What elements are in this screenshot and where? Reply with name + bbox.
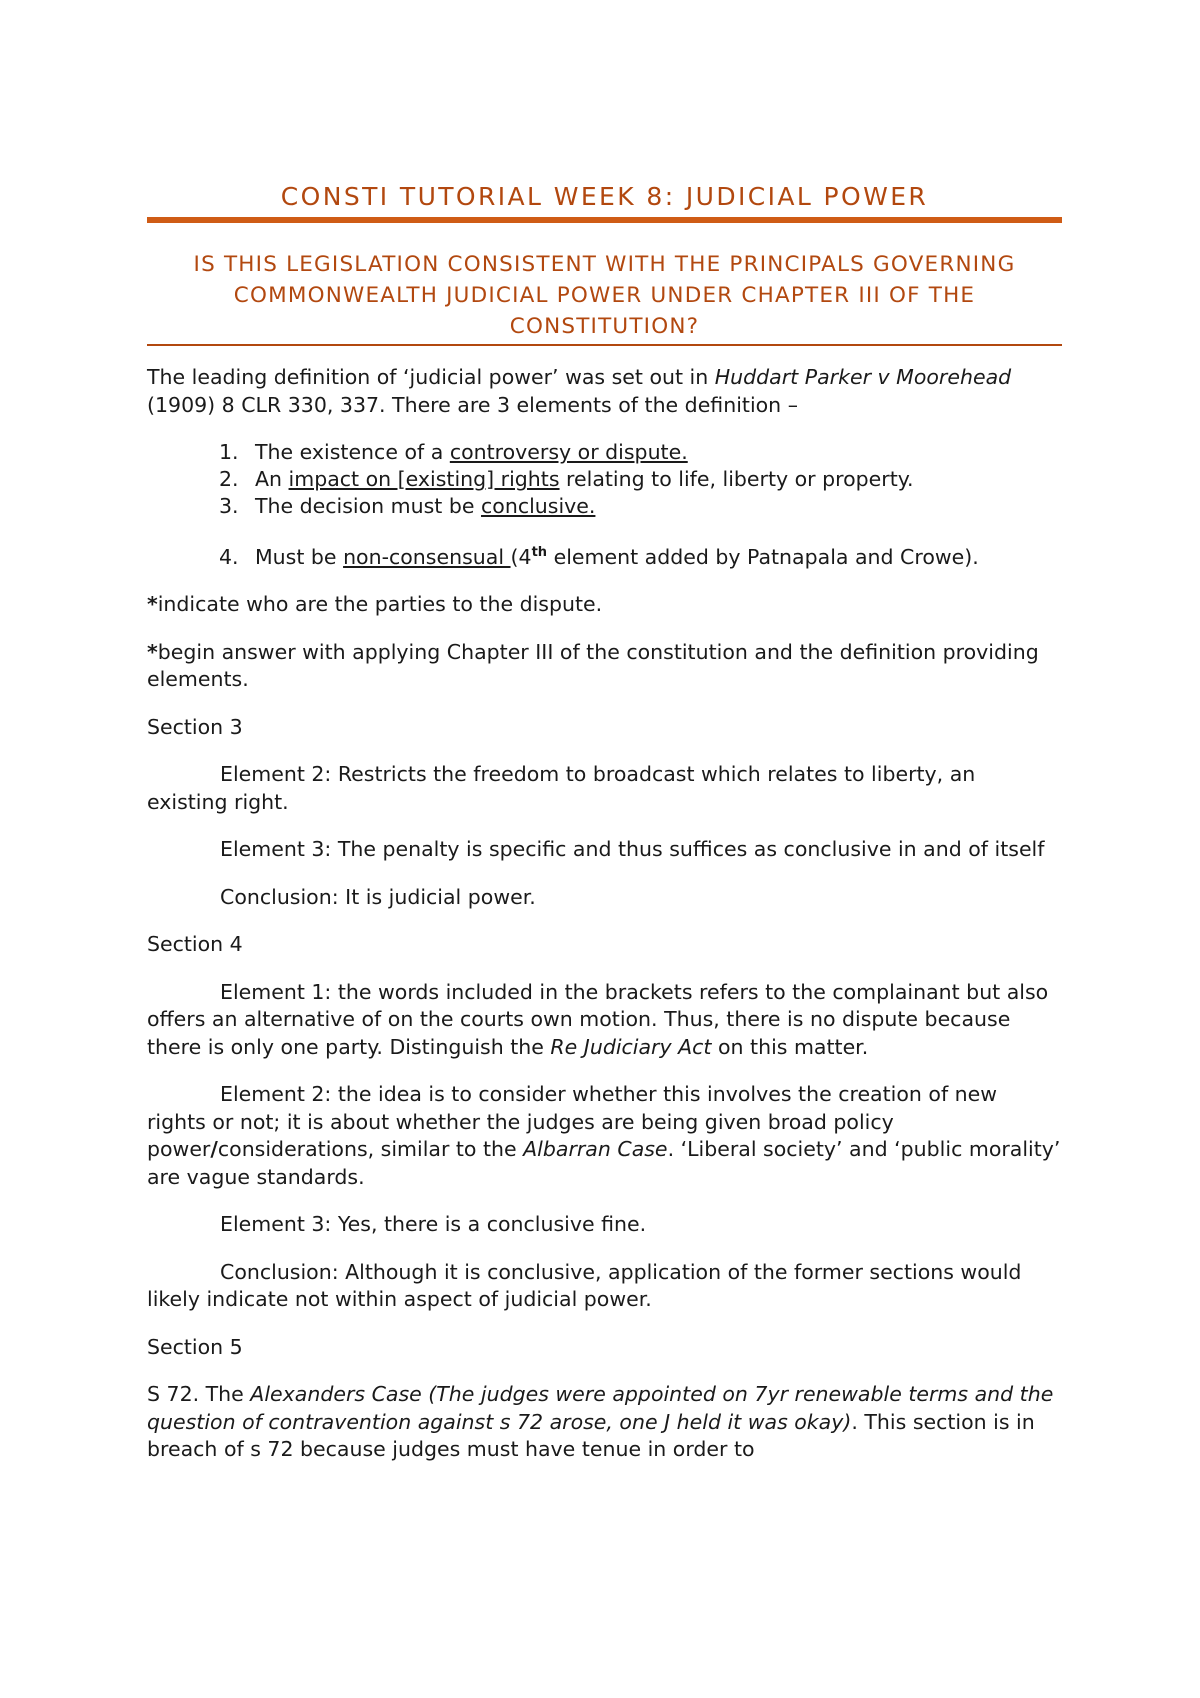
case-name: Re Judiciary Act: [550, 1034, 712, 1059]
title-divider: [147, 217, 1062, 223]
section-5-heading: Section 5: [147, 1334, 243, 1359]
section-4-element-2: Element 2: the idea is to consider whether this involves the creation of new rights or not; it is about whether the judges are being given broad policy power/considerations, similar to the Albarran Case. ‘Liberal society’ and ‘public morality’ are vague standards.: [147, 1082, 1061, 1189]
section-3-element-2: Element 2: Restricts the freedom to broadcast which relates to liberty, an existing right.: [147, 762, 976, 814]
intro-paragraph: The leading definition of ‘judicial power’ was set out in Huddart Parker v Moorehead (1909) 8 CLR 330, 337. There are 3 elements of the definition –: [147, 365, 1012, 417]
section-5-paragraph: S 72. The Alexanders Case (The judges were appointed on 7yr renewable terms and the question of contravention against s 72 arose, one J held it was okay). This section is in breach of s 72 because judges must have tenue in order to: [147, 1382, 1054, 1461]
question-divider: [147, 344, 1062, 346]
document-title: CONSTI TUTORIAL WEEK 8: JUDICIAL POWER: [280, 182, 929, 211]
note-answer: *begin answer with applying Chapter III of the constitution and the definition providing elements.: [147, 639, 1039, 691]
section-4-heading: Section 4: [147, 932, 243, 956]
section-4-element-3: Element 3: Yes, there is a conclusive fine.: [220, 1212, 647, 1236]
list-item: 2. An impact on [existing] rights relating to life, liberty or property.: [219, 467, 914, 491]
list-item: 4. Must be non-consensual (4th element added by Patnapala and Crowe).: [219, 545, 979, 569]
section-3-heading: Section 3: [147, 714, 243, 739]
elements-list: [147, 439, 1062, 571]
document-body: [147, 182, 1062, 1464]
case-name: Huddart Parker v Moorehead: [714, 365, 1012, 389]
case-name: Alexanders Case (The judges were appointed on 7yr renewable terms and the question of contravention against s 72 arose, one J held it was okay): [147, 1382, 1054, 1434]
section-3-conclusion: Conclusion: It is judicial power.: [220, 884, 536, 909]
question-heading: IS THIS LEGISLATION CONSISTENT WITH THE PRINCIPALS GOVERNING COMMONWEALTH JUDICIAL POWER UNDER CHAPTER III OF THE CONSTITUTION?: [193, 252, 1016, 339]
list-item: 1. The existence of a controversy or dispute.: [219, 440, 688, 464]
section-3-element-3: Element 3: The penalty is specific and thus suffices as conclusive in and of itself: [220, 837, 1045, 861]
section-4-element-1: Element 1: the words included in the brackets refers to the complainant but also offers an alternative of on the courts own motion. Thus, there is no dispute because there is only one party. Distinguish the Re Judiciary Act on this matter.: [147, 979, 1049, 1059]
note-parties: *indicate who are the parties to the dispute.: [147, 592, 603, 616]
case-name: Albarran Case: [523, 1137, 668, 1161]
section-4-conclusion: Conclusion: Although it is conclusive, application of the former sections would likely indicate not within aspect of judicial power.: [147, 1259, 1022, 1311]
list-item: 3. The decision must be conclusive.: [219, 494, 596, 518]
